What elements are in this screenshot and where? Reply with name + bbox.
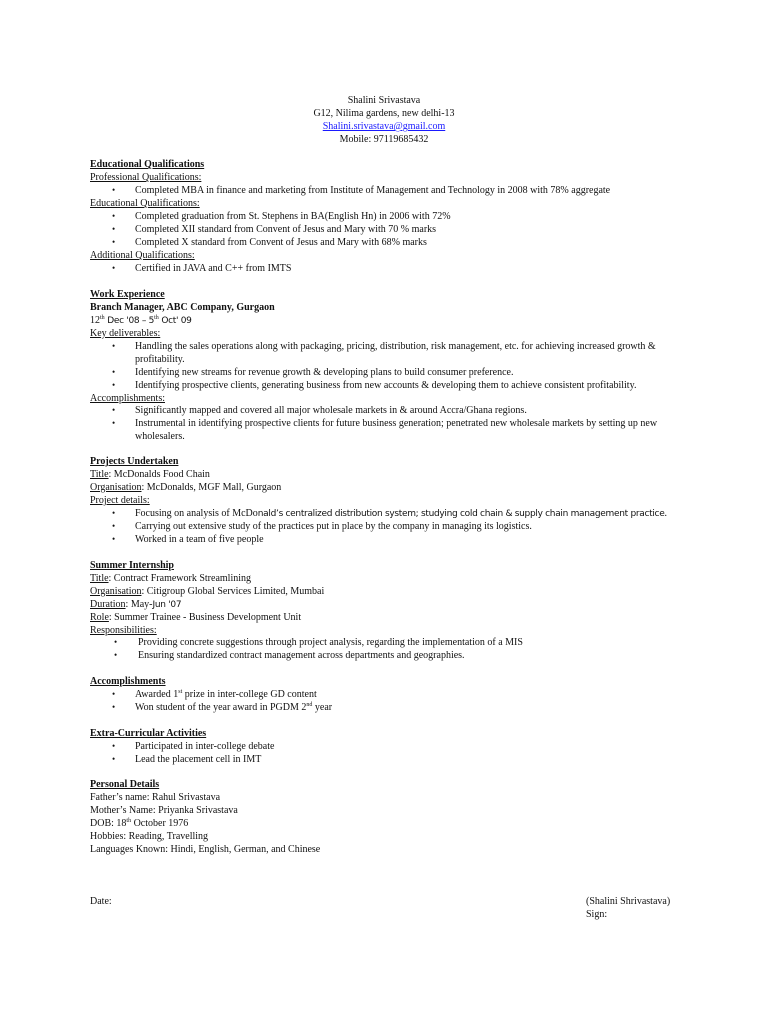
list-item: • Completed XII standard from Convent of Jesus and Mary with 70 % marks — [135, 223, 436, 236]
extra-curricular-heading: Extra-Curricular Activities — [90, 728, 207, 739]
list-item: • Providing concrete suggestions through project analysis, regarding the implementation of a MIS — [138, 636, 523, 649]
mother-name: Mother’s Name: Priyanka Srivastava — [90, 805, 238, 816]
accomplishments-heading: Accomplishments — [90, 676, 166, 687]
project-title: Title: McDonalds Food Chain — [90, 469, 210, 480]
job-dates: 12th Dec '08 – 5th Oct' 09 — [90, 315, 192, 326]
list-item: • Completed graduation from St. Stephens in BA(English Hn) in 2006 with 72% — [135, 210, 451, 223]
father-name: Father’s name: Rahul Srivastava — [90, 792, 221, 803]
address: G12, Nilima gardens, new delhi-13 — [313, 108, 455, 119]
list-item-continuation: wholesalers. — [135, 431, 185, 442]
projects-heading: Projects Undertaken — [90, 456, 179, 467]
sign-label: Sign: — [586, 909, 608, 920]
email-link[interactable]: Shalini.srivastava@gmail.com — [322, 121, 446, 132]
signature-name: (Shalini Shrivastava) — [586, 896, 671, 907]
professional-qualifications-label: Professional Qualifications: — [90, 172, 202, 183]
educational-qualifications-label: Educational Qualifications: — [90, 198, 200, 209]
list-item: • Lead the placement cell in IMT — [135, 753, 261, 766]
date-label: Date: — [90, 896, 112, 907]
responsibilities-label: Responsibilities: — [90, 625, 157, 636]
list-item: • Completed MBA in finance and marketing from Institute of Management and Technology in 2008 with 78% aggregate — [135, 184, 610, 197]
internship-duration: Duration: May-Jun '07 — [90, 599, 182, 610]
project-organisation: Organisation: McDonalds, MGF Mall, Gurgaon — [90, 482, 282, 493]
date-of-birth: DOB: 18th October 1976 — [90, 818, 189, 829]
internship-title: Title: Contract Framework Streamlining — [90, 573, 252, 584]
list-item: • Identifying new streams for revenue growth & developing plans to build consumer preference. — [135, 366, 514, 379]
additional-qualifications-label: Additional Qualifications: — [90, 250, 195, 261]
job-position: Branch Manager, ABC Company, Gurgaon — [90, 302, 275, 313]
personal-details-heading: Personal Details — [90, 779, 160, 790]
list-item: • Identifying prospective clients, generating business from new accounts & developing them to achieve consistent profitability. — [135, 379, 636, 392]
internship-heading: Summer Internship — [90, 560, 174, 571]
contact-header — [0, 94, 768, 146]
education-heading: Educational Qualifications — [90, 159, 205, 170]
hobbies: Hobbies: Reading, Travelling — [90, 831, 209, 842]
list-item: • Carrying out extensive study of the practices put in place by the company in managing its logistics. — [135, 520, 532, 533]
internship-role: Role: Summer Trainee - Business Development Unit — [90, 612, 302, 623]
list-item: • Handling the sales operations along with packaging, pricing, distribution, risk management, etc. for achieving increased growth & — [135, 340, 656, 353]
internship-organisation: Organisation: Citigroup Global Services Limited, Mumbai — [90, 586, 325, 597]
list-item: • Participated in inter-college debate — [135, 740, 274, 753]
key-deliverables-label: Key deliverables: — [90, 328, 161, 339]
list-item: • Certified in JAVA and C++ from IMTS — [135, 262, 291, 275]
list-item: • Focusing on analysis of McDonald’s centralized distribution system; studying cold chain & supply chain management practice. — [135, 507, 667, 521]
list-item: • Ensuring standardized contract management across departments and geographies. — [138, 649, 465, 662]
list-item: • Significantly mapped and covered all major wholesale markets in & around Accra/Ghana regions. — [135, 404, 527, 417]
list-item: • Awarded 1st prize in inter-college GD content — [135, 688, 317, 701]
list-item: • Instrumental in identifying prospective clients for future business generation; penetrated new wholesale markets by setting up new — [135, 417, 657, 430]
list-item: • Worked in a team of five people — [135, 533, 264, 546]
languages-known: Languages Known: Hindi, English, German, and Chinese — [90, 844, 321, 855]
mobile-number: Mobile: 97119685432 — [339, 134, 429, 145]
candidate-name: Shalini Srivastava — [347, 95, 421, 106]
list-item: • Won student of the year award in PGDM 2nd year — [135, 701, 332, 714]
list-item: • Completed X standard from Convent of Jesus and Mary with 68% marks — [135, 236, 427, 249]
list-item-continuation: profitability. — [135, 354, 185, 365]
work-accomplishments-label: Accomplishments: — [90, 393, 165, 404]
work-experience-heading: Work Experience — [90, 289, 165, 300]
project-details-label: Project details: — [90, 495, 150, 506]
